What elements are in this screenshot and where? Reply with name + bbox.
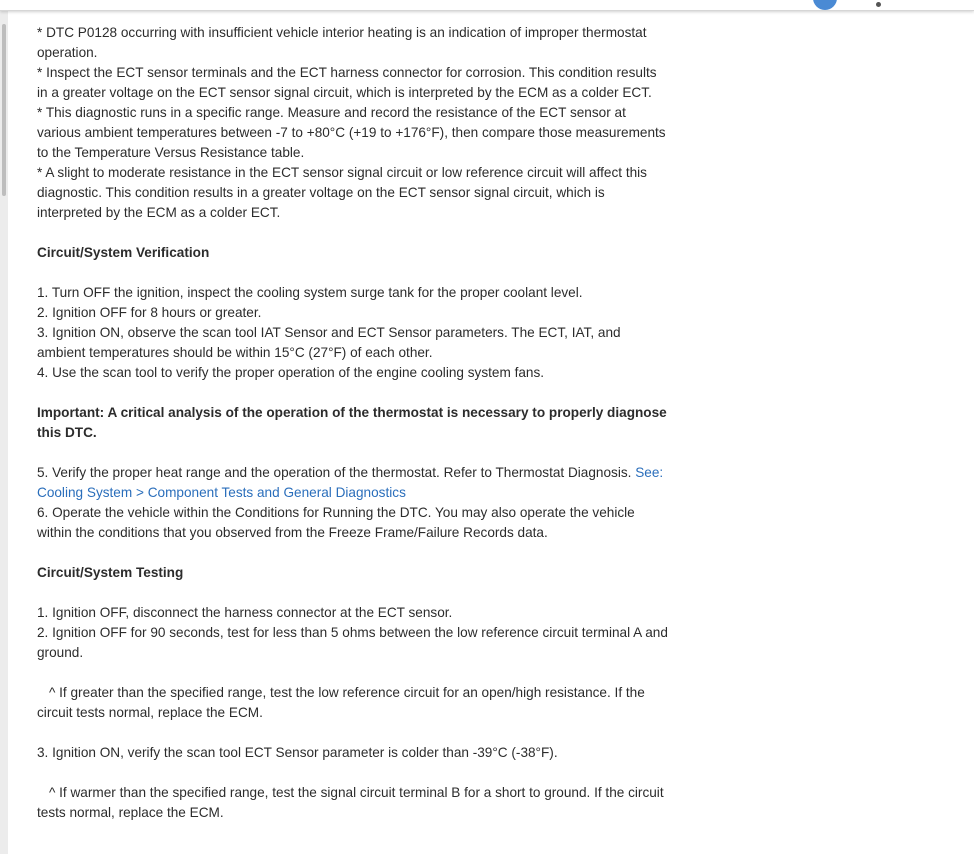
verification-step-5: 5. Verify the proper heat range and the operation of the thermostat. Refer to Thermostat Diagnosis. See: Cooling System > Component Tests and General Diagnostics [37,465,664,500]
note-2: * Inspect the ECT sensor terminals and the ECT harness connector for corrosion. This condition results in a greater voltage on the ECT sensor signal circuit, which is interpreted by the ECM as a colder ECT. [37,65,657,100]
verification-step-6: 6. Operate the vehicle within the Conditions for Running the DTC. You may also operate the vehicle within the conditions that you observed from the Freeze Frame/Failure Records data. [37,505,635,540]
verification-step-1: 1. Turn OFF the ignition, inspect the cooling system surge tank for the proper coolant level. [37,285,583,300]
left-scrollbar[interactable] [0,10,8,854]
note-3: * This diagnostic runs in a specific range. Measure and record the resistance of the ECT sensor at various ambient temperatures between -7 to +80°C (+19 to +176°F), then compare those measurements to the Temperature Versus Resistance table. [37,105,666,160]
note-4: * A slight to moderate resistance in the ECT sensor signal circuit or low reference circuit will affect this diagnostic. This condition results in a greater voltage on the ECT sensor signal circuit, which is interpreted by the ECM as a colder ECT. [37,165,647,220]
top-toolbar [0,0,974,11]
important-note: Important: A critical analysis of the operation of the thermostat is necessary to properly diagnose this DTC. [37,405,667,440]
cooling-system-link[interactable]: See: Cooling System > Component Tests and General Diagnostics [37,465,664,500]
testing-heading: Circuit/System Testing [37,565,184,580]
verification-step-3: 3. Ignition ON, observe the scan tool IAT Sensor and ECT Sensor parameters. The ECT, IAT, and ambient temperatures should be within 15°C (27°F) of each other. [37,325,621,360]
scrollbar-thumb[interactable] [2,24,6,196]
verification-step-4: 4. Use the scan tool to verify the proper operation of the engine cooling system fans. [37,365,545,380]
document-content [8,10,974,854]
verification-step-2: 2. Ignition OFF for 8 hours or greater. [37,305,262,320]
user-avatar-icon[interactable] [813,0,837,10]
testing-step-3: 3. Ignition ON, verify the scan tool ECT Sensor parameter is colder than -39°C (-38°F). [37,745,558,760]
procedure-text [37,23,669,823]
menu-dot-icon[interactable] [876,2,881,7]
testing-step-1: 1. Ignition OFF, disconnect the harness connector at the ECT sensor. [37,605,453,620]
testing-step-3-result: ^ If warmer than the specified range, test the signal circuit terminal B for a short to ground. If the circuit tests normal, replace the ECM. [37,785,664,820]
testing-step-2-result: ^ If greater than the specified range, test the low reference circuit for an open/high resistance. If the circuit tests normal, replace the ECM. [37,685,645,720]
testing-step-2: 2. Ignition OFF for 90 seconds, test for less than 5 ohms between the low reference circuit terminal A and ground. [37,625,668,660]
verification-heading: Circuit/System Verification [37,245,210,260]
note-1: * DTC P0128 occurring with insufficient vehicle interior heating is an indication of improper thermostat operation. [37,25,647,60]
